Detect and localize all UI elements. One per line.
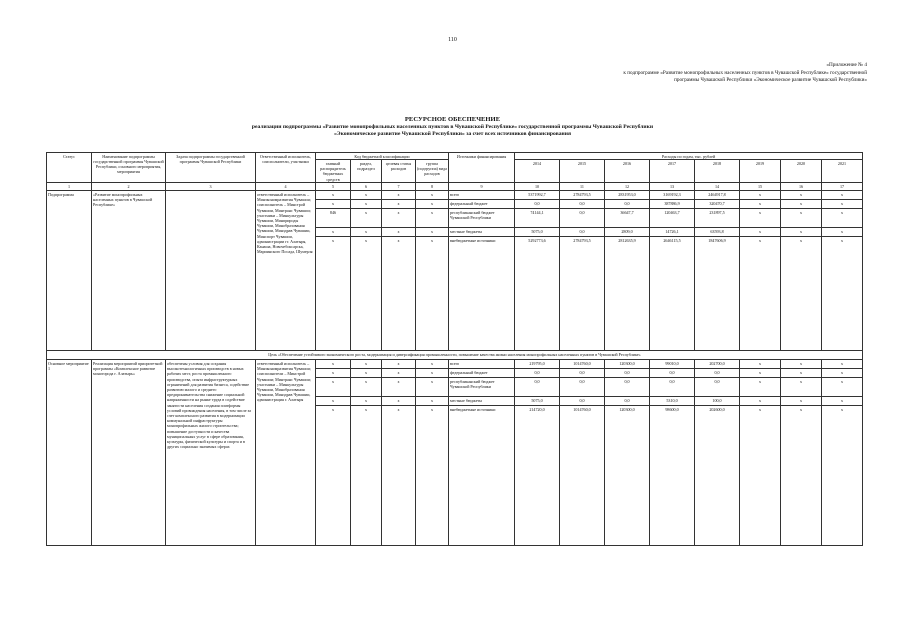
value-cell: x xyxy=(781,397,822,406)
subprogram-block xyxy=(47,191,863,351)
col-number: 5 xyxy=(316,183,351,191)
appendix-rest: к подпрограмме «Развитие монопрофильных населенных пунктов в Чувашской Республике» государственной программы Чувашской Республики «Экономическое развитие Чувашской Республики» xyxy=(623,69,867,84)
code-cell: x xyxy=(382,200,416,209)
appendix-note xyxy=(617,62,867,85)
col-number: 2 xyxy=(92,183,166,191)
value-cell: x xyxy=(740,200,781,209)
block-name: «Развитие монопрофильных населенных пунктов в Чувашской Республике» xyxy=(92,191,166,351)
col-number: 11 xyxy=(560,183,605,191)
value-cell: x xyxy=(781,191,822,200)
value-cell: x xyxy=(781,369,822,378)
block-status: Основное мероприятие 1 xyxy=(47,360,92,546)
value-cell: x xyxy=(822,237,863,351)
value-cell: x xyxy=(781,406,822,546)
code-cell: x xyxy=(382,228,416,237)
col-number: 8 xyxy=(416,183,449,191)
header-expenses: Расходы по годам, тыс. рублей xyxy=(515,153,863,160)
value-cell: 0,0 xyxy=(560,200,605,209)
value-cell: 0,0 xyxy=(605,378,650,397)
value-cell: x xyxy=(822,200,863,209)
resource-table xyxy=(46,152,863,546)
source-cell: внебюджетные источники xyxy=(449,237,515,351)
block-status: Подпрограмма xyxy=(47,191,92,351)
value-cell: 98600,0 xyxy=(650,406,695,546)
value-cell: x xyxy=(740,228,781,237)
header-code-section: раздел, подраздел xyxy=(351,160,382,183)
header-year: 2019 xyxy=(740,160,781,183)
value-cell: 74144,1 xyxy=(515,209,560,228)
col-number: 17 xyxy=(822,183,863,191)
col-number: 12 xyxy=(605,183,650,191)
value-cell: 0,0 xyxy=(605,200,650,209)
source-cell: местные бюджеты xyxy=(449,397,515,406)
value-cell: 231897,5 xyxy=(695,209,740,228)
header-year: 2014 xyxy=(515,160,560,183)
value-cell: 0,0 xyxy=(605,369,650,378)
header-task: Задача подпрограммы государственной программы Чувашской Республики xyxy=(166,153,256,183)
code-cell: x xyxy=(416,237,449,351)
code-cell: x xyxy=(382,369,416,378)
value-cell: x xyxy=(822,360,863,369)
value-cell: x xyxy=(822,209,863,228)
value-cell: x xyxy=(822,191,863,200)
code-cell: x xyxy=(351,191,382,200)
value-cell: x xyxy=(822,397,863,406)
value-cell: x xyxy=(781,378,822,397)
source-cell: внебюджетные источники xyxy=(449,406,515,546)
code-cell: x xyxy=(351,397,382,406)
header-year: 2020 xyxy=(781,160,822,183)
header-responsible: Ответственный исполнитель, соисполнители, участники xyxy=(256,153,316,183)
value-cell: 0,0 xyxy=(560,209,605,228)
value-cell: 63593,8 xyxy=(695,228,740,237)
code-cell: x xyxy=(316,369,351,378)
block-name: Реализация мероприятий приоритетной программы «Комплексное развитие моногорода г. Алатырь» xyxy=(92,360,166,546)
code-cell: x xyxy=(382,191,416,200)
code-cell: x xyxy=(351,360,382,369)
code-cell: x xyxy=(316,200,351,209)
value-cell: x xyxy=(781,228,822,237)
col-number: 4 xyxy=(256,183,316,191)
col-number: 7 xyxy=(382,183,416,191)
source-cell: республиканский бюджет Чувашской Республики xyxy=(449,209,515,228)
value-cell: 120300,0 xyxy=(605,360,650,369)
code-cell: x xyxy=(351,200,382,209)
value-cell: x xyxy=(740,237,781,351)
code-cell: x xyxy=(316,378,351,397)
code-cell: x xyxy=(351,378,382,397)
value-cell: x xyxy=(781,360,822,369)
col-number: 3 xyxy=(166,183,256,191)
col-number: 16 xyxy=(781,183,822,191)
value-cell: x xyxy=(822,228,863,237)
code-cell: x xyxy=(416,209,449,228)
col-number: 9 xyxy=(449,183,515,191)
block-task: обеспечены условия для создания высокотехнологичных производств в новых рабочих мест, роста промышленного производства, опыта инфраструктурных ограничений для развития бизнеса, содействие развитию малого и среднего предпринимательства снижение социальной напряженности на рынке труда в содействие занятости населения создания платформы условий провождения населения, в том числе за счет комплексного развития в модернизации коммунальной инфраструктуры монопрофильных жилого строительства; повышение доступности и качества муниципальных услуг в сфере образования, культуры, физической культуры и спорта и в других социально значимых сферах xyxy=(166,360,256,546)
header-budget-code: Код бюджетной классификации xyxy=(316,153,449,160)
code-cell: x xyxy=(382,209,416,228)
header-year: 2021 xyxy=(822,160,863,183)
value-cell: x xyxy=(822,369,863,378)
table-row xyxy=(47,191,863,200)
value-cell: 387886,9 xyxy=(650,200,695,209)
value-cell: x xyxy=(740,369,781,378)
code-cell: x xyxy=(316,237,351,351)
page-number: 110 xyxy=(448,37,457,43)
code-cell: x xyxy=(382,378,416,397)
col-number: 6 xyxy=(351,183,382,191)
title-line-2: реализации подпрограммы «Развитие монопрофильных населенных пунктов в Чувашской Республике» государственной программы Чувашской Республики xyxy=(251,124,654,130)
value-cell: 219795,0 xyxy=(515,360,560,369)
value-cell: 0,0 xyxy=(695,369,740,378)
value-cell: 0,0 xyxy=(515,378,560,397)
code-cell: 846 xyxy=(316,209,351,228)
col-number: 1 xyxy=(47,183,92,191)
value-cell: x xyxy=(740,209,781,228)
value-cell: 5075,0 xyxy=(515,397,560,406)
appendix-first-line: «Приложение № 4 xyxy=(826,62,867,68)
value-cell: 36647,7 xyxy=(605,209,650,228)
code-cell: x xyxy=(382,237,416,351)
block-responsible: ответственный исполнитель – Минэкономразвития Чувашии; соисполнитель – Минстрой Чувашии, Минтранс Чувашии; участники – Минкультуры Чувашии, Минприроды Чувашии, Минобразования Чувашии, Минздрав Чувашии, Минспорт Чувашии, администрации гг. Алатыря, Канаша, Новочебоксарска, Мариинского Посада, Шумерля xyxy=(256,191,316,351)
value-cell: 214720,0 xyxy=(515,406,560,546)
value-cell: x xyxy=(740,191,781,200)
header-source: Источники финансирования xyxy=(449,153,515,183)
code-cell: x xyxy=(382,406,416,546)
block-responsible: ответственный исполнитель – Минэкономразвития Чувашии; соисполнители – Минстрой Чувашии; Минтранс Чувашии; участники – Минкультуры Чувашии, Минобразования Чувашии, Минздрав Чувашии, администрация г. Алатыря xyxy=(256,360,316,546)
code-cell: x xyxy=(416,378,449,397)
value-cell: x xyxy=(781,209,822,228)
source-cell: всего xyxy=(449,191,515,200)
goal-row xyxy=(47,351,863,360)
value-cell: 2784793,5 xyxy=(560,237,605,351)
code-cell: x xyxy=(416,228,449,237)
value-cell: 0,0 xyxy=(560,228,605,237)
header-year: 2017 xyxy=(650,160,695,183)
table-row xyxy=(47,360,863,369)
header-code-article: целевая статья расходов xyxy=(382,160,416,183)
value-cell: 0,0 xyxy=(560,369,605,378)
value-cell: 0,0 xyxy=(695,378,740,397)
value-cell: 120300,0 xyxy=(605,406,650,546)
goal-text: Цель «Обеспечение устойчивого экономического роста, модернизация и диверсификация промышленности, повышение качества жизни населения монопрофильных населенных пунктов в Чувашской Республике» xyxy=(47,351,863,360)
code-cell: x xyxy=(416,200,449,209)
header-status: Статус xyxy=(47,153,92,183)
value-cell: 1847606,9 xyxy=(695,237,740,351)
value-cell: 2464917,8 xyxy=(695,191,740,200)
value-cell: 0,0 xyxy=(605,397,650,406)
code-cell: x xyxy=(416,360,449,369)
code-cell: x xyxy=(316,397,351,406)
value-cell: x xyxy=(822,378,863,397)
code-cell: x xyxy=(416,406,449,546)
header-year: 2018 xyxy=(695,160,740,183)
value-cell: x xyxy=(740,360,781,369)
value-cell: 2809,0 xyxy=(605,228,650,237)
column-number-row xyxy=(47,183,863,191)
header-year: 2015 xyxy=(560,160,605,183)
value-cell: 0,0 xyxy=(560,397,605,406)
value-cell: 0,0 xyxy=(515,200,560,209)
value-cell: 0,0 xyxy=(650,369,695,378)
value-cell: 99010,0 xyxy=(650,360,695,369)
code-cell: x xyxy=(316,191,351,200)
value-cell: 0,0 xyxy=(515,369,560,378)
value-cell: x xyxy=(781,200,822,209)
source-cell: федеральный бюджет xyxy=(449,369,515,378)
code-cell: x xyxy=(351,228,382,237)
value-cell: 0,0 xyxy=(560,378,605,397)
title-line-1: РЕСУРСНОЕ ОБЕСПЕЧЕНИЕ xyxy=(404,116,501,123)
code-cell: x xyxy=(382,360,416,369)
header-name: Наименование подпрограммы государственной программы Чувашской Республики, основного мероприятия, мероприятия xyxy=(92,153,166,183)
header-row-1 xyxy=(47,153,863,160)
code-cell: x xyxy=(316,228,351,237)
value-cell: 2831953,0 xyxy=(605,191,650,200)
header-code-grbs: главный распорядитель бюджетных средств xyxy=(316,160,351,183)
col-number: 14 xyxy=(695,183,740,191)
value-cell: 3169192,3 xyxy=(650,191,695,200)
main-activity-block xyxy=(47,360,863,546)
code-cell: x xyxy=(316,406,351,546)
header-year: 2016 xyxy=(605,160,650,183)
header-code-group: группа (подгруппа) вида расходов xyxy=(416,160,449,183)
col-number: 13 xyxy=(650,183,695,191)
value-cell: x xyxy=(740,397,781,406)
value-cell: 1014760,0 xyxy=(560,406,605,546)
code-cell: x xyxy=(382,397,416,406)
value-cell: x xyxy=(740,378,781,397)
value-cell: x xyxy=(822,406,863,546)
value-cell: 320470,7 xyxy=(695,200,740,209)
value-cell: 14726,1 xyxy=(650,228,695,237)
code-cell: x xyxy=(416,397,449,406)
value-cell: 0,0 xyxy=(650,378,695,397)
value-cell: 202700,0 xyxy=(695,360,740,369)
block-task xyxy=(166,191,256,351)
value-cell: 202600,0 xyxy=(695,406,740,546)
document-title xyxy=(0,116,905,139)
value-cell: x xyxy=(740,406,781,546)
source-cell: федеральный бюджет xyxy=(449,200,515,209)
code-cell: x xyxy=(316,360,351,369)
source-cell: всего xyxy=(449,360,515,369)
col-number: 15 xyxy=(740,183,781,191)
source-cell: республиканский бюджет Чувашской Республики xyxy=(449,378,515,397)
title-line-3: «Экономическое развитие Чувашской Республики» за счет всех источников финансирования xyxy=(334,131,571,138)
value-cell: 120463,7 xyxy=(650,209,695,228)
value-cell: 5371992,7 xyxy=(515,191,560,200)
value-cell: 5310,0 xyxy=(650,397,695,406)
value-cell: 5075,0 xyxy=(515,228,560,237)
code-cell: x xyxy=(351,406,382,546)
value-cell: x xyxy=(781,237,822,351)
code-cell: x xyxy=(351,237,382,351)
source-cell: местные бюджеты xyxy=(449,228,515,237)
code-cell: x xyxy=(416,191,449,200)
value-cell: 1014760,0 xyxy=(560,360,605,369)
value-cell: 100,0 xyxy=(695,397,740,406)
value-cell: 2646115,5 xyxy=(650,237,695,351)
code-cell: x xyxy=(416,369,449,378)
col-number: 10 xyxy=(515,183,560,191)
code-cell: x xyxy=(351,209,382,228)
value-cell: 2784793,5 xyxy=(560,191,605,200)
value-cell: 5292773,6 xyxy=(515,237,560,351)
code-cell: x xyxy=(351,369,382,378)
value-cell: 2812635,9 xyxy=(605,237,650,351)
